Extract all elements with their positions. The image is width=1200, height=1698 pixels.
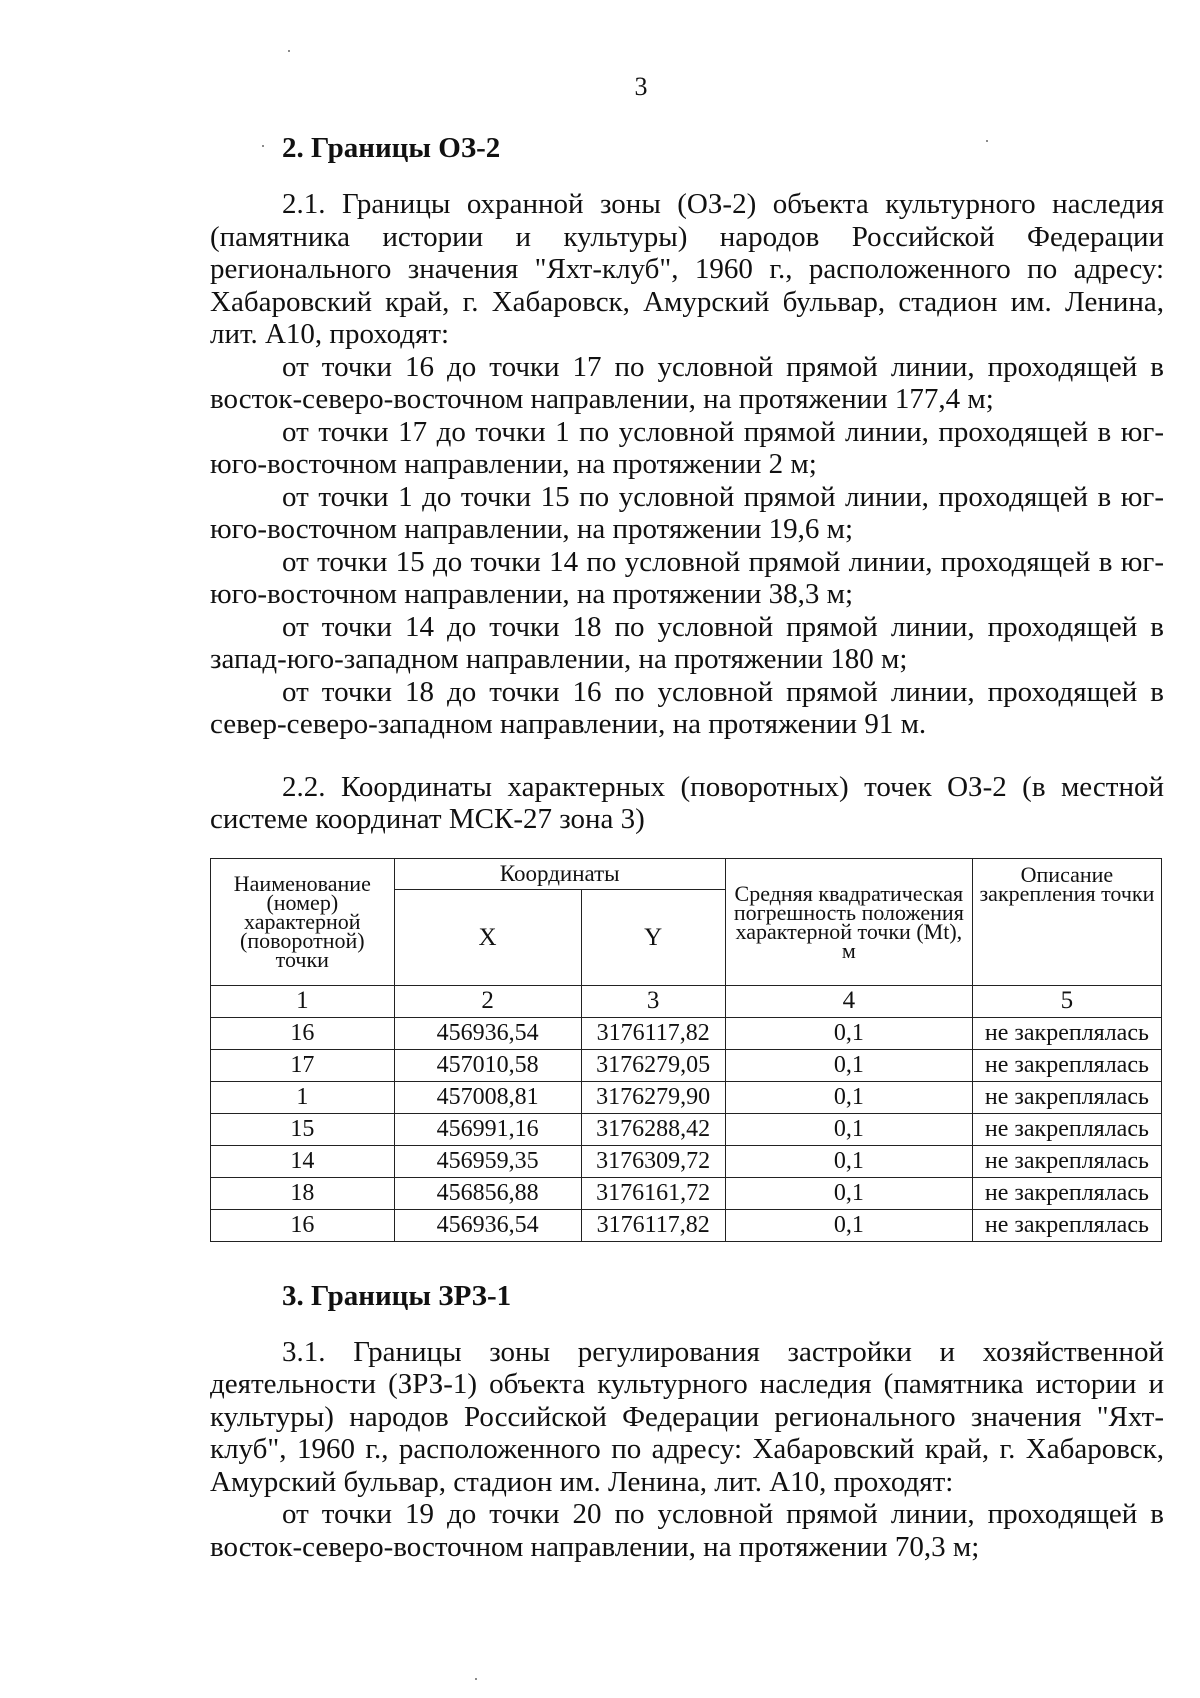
boundary-segment: от точки 18 до точки 16 по условной прямой линии, проходящей в север-северо-западном направлении, на протяжении 91 м.	[210, 675, 1164, 740]
boundary-segment: от точки 16 до точки 17 по условной прямой линии, проходящей в восток-северо-восточном направлении, на протяжении 177,4 м;	[210, 350, 1164, 415]
document-body	[210, 130, 1164, 1563]
section-3-heading: 3. Границы ЗРЗ-1	[282, 1279, 512, 1312]
coord-y: 3176117,82	[581, 1209, 725, 1241]
point-number: 15	[211, 1113, 395, 1145]
point-number: 1	[211, 1081, 395, 1113]
header-coordinates: Координаты	[394, 858, 725, 889]
paragraph-2-1: 2.1. Границы охранной зоны (ОЗ-2) объекта культурного наследия (памятника истории и культуры) народов Российской Федерации регионального значения "Яхт-клуб", 1960 г., расположенного по адресу: Хабаровский край, г. Хабаровск, Амурский бульвар, стадион им. Ленина, лит. А10, проходят:	[210, 188, 1164, 350]
boundary-segment: от точки 19 до точки 20 по условной прямой линии, проходящей в восток-северо-восточном направлении, на протяжении 70,3 м;	[210, 1498, 1164, 1563]
boundary-segment: от точки 1 до точки 15 по условной прямой линии, проходящей в юг-юго-восточном направлении, на протяжении 19,6 м;	[210, 480, 1164, 545]
mean-error: 0,1	[725, 1049, 972, 1081]
table-row	[211, 1177, 1162, 1209]
table-header-row	[211, 858, 1162, 889]
boundary-segment: от точки 14 до точки 18 по условной прямой линии, проходящей в запад-юго-западном направлении, на протяжении 180 м;	[210, 610, 1164, 675]
boundary-segment: от точки 15 до точки 14 по условной прямой линии, проходящей в юг-юго-восточном направлении, на протяжении 38,3 м;	[210, 545, 1164, 610]
header-point-name: Наименование (номер) характерной (поворотной) точки	[211, 858, 395, 985]
coord-x: 456936,54	[394, 1017, 581, 1049]
point-number: 17	[211, 1049, 395, 1081]
column-number: 3	[581, 985, 725, 1017]
coord-x: 457010,58	[394, 1049, 581, 1081]
table-row	[211, 1081, 1162, 1113]
table-row	[211, 1113, 1162, 1145]
table-row	[211, 1209, 1162, 1241]
coord-y: 3176117,82	[581, 1017, 725, 1049]
column-number-row	[211, 985, 1162, 1017]
coord-y: 3176279,05	[581, 1049, 725, 1081]
header-mean-error: Средняя квадратическая погрешность положения характерной точки (Mt), м	[725, 858, 972, 985]
mean-error: 0,1	[725, 1145, 972, 1177]
fixing-description: не закреплялась	[972, 1177, 1161, 1209]
mean-error: 0,1	[725, 1113, 972, 1145]
coord-y: 3176279,90	[581, 1081, 725, 1113]
coord-x: 456856,88	[394, 1177, 581, 1209]
coordinates-table	[210, 858, 1162, 1242]
fixing-description: не закреплялась	[972, 1113, 1161, 1145]
point-number: 16	[211, 1017, 395, 1049]
header-y: Y	[581, 889, 725, 985]
scan-speck	[262, 145, 264, 147]
mean-error: 0,1	[725, 1081, 972, 1113]
coord-x: 456991,16	[394, 1113, 581, 1145]
coord-y: 3176161,72	[581, 1177, 725, 1209]
mean-error: 0,1	[725, 1177, 972, 1209]
fixing-description: не закреплялась	[972, 1209, 1161, 1241]
mean-error: 0,1	[725, 1209, 972, 1241]
table-row	[211, 1049, 1162, 1081]
point-number: 18	[211, 1177, 395, 1209]
section-2-heading: 2. Границы ОЗ-2	[282, 132, 501, 164]
header-x: X	[394, 889, 581, 985]
table-row	[211, 1017, 1162, 1049]
column-number: 4	[725, 985, 972, 1017]
scan-speck	[986, 140, 988, 142]
paragraph-2-2: 2.2. Координаты характерных (поворотных) точек ОЗ-2 (в местной системе координат МСК-27 зона 3)	[210, 770, 1164, 835]
coord-y: 3176288,42	[581, 1113, 725, 1145]
header-description: Описание закрепления точки	[972, 858, 1161, 985]
coord-x: 456959,35	[394, 1145, 581, 1177]
mean-error: 0,1	[725, 1017, 972, 1049]
coord-x: 457008,81	[394, 1081, 581, 1113]
paragraph-3-1: 3.1. Границы зоны регулирования застройки и хозяйственной деятельности (ЗРЗ-1) объекта культурного наследия (памятника истории и культуры) народов Российской Федерации регионального значения "Яхт-клуб", 1960 г., расположенного по адресу: Хабаровский край, г. Хабаровск, Амурский бульвар, стадион им. Ленина, лит. А10, проходят:	[210, 1335, 1164, 1498]
scan-speck	[288, 50, 290, 52]
fixing-description: не закреплялась	[972, 1017, 1161, 1049]
column-number: 2	[394, 985, 581, 1017]
page-number: 3	[634, 72, 648, 101]
scan-speck	[475, 1678, 477, 1680]
fixing-description: не закреплялась	[972, 1145, 1161, 1177]
column-number: 5	[972, 985, 1161, 1017]
fixing-description: не закреплялась	[972, 1049, 1161, 1081]
point-number: 16	[211, 1209, 395, 1241]
point-number: 14	[211, 1145, 395, 1177]
table-row	[211, 1145, 1162, 1177]
coord-x: 456936,54	[394, 1209, 581, 1241]
fixing-description: не закреплялась	[972, 1081, 1161, 1113]
coord-y: 3176309,72	[581, 1145, 725, 1177]
boundary-segment: от точки 17 до точки 1 по условной прямой линии, проходящей в юг-юго-восточном направлении, на протяжении 2 м;	[210, 415, 1164, 480]
column-number: 1	[211, 985, 395, 1017]
